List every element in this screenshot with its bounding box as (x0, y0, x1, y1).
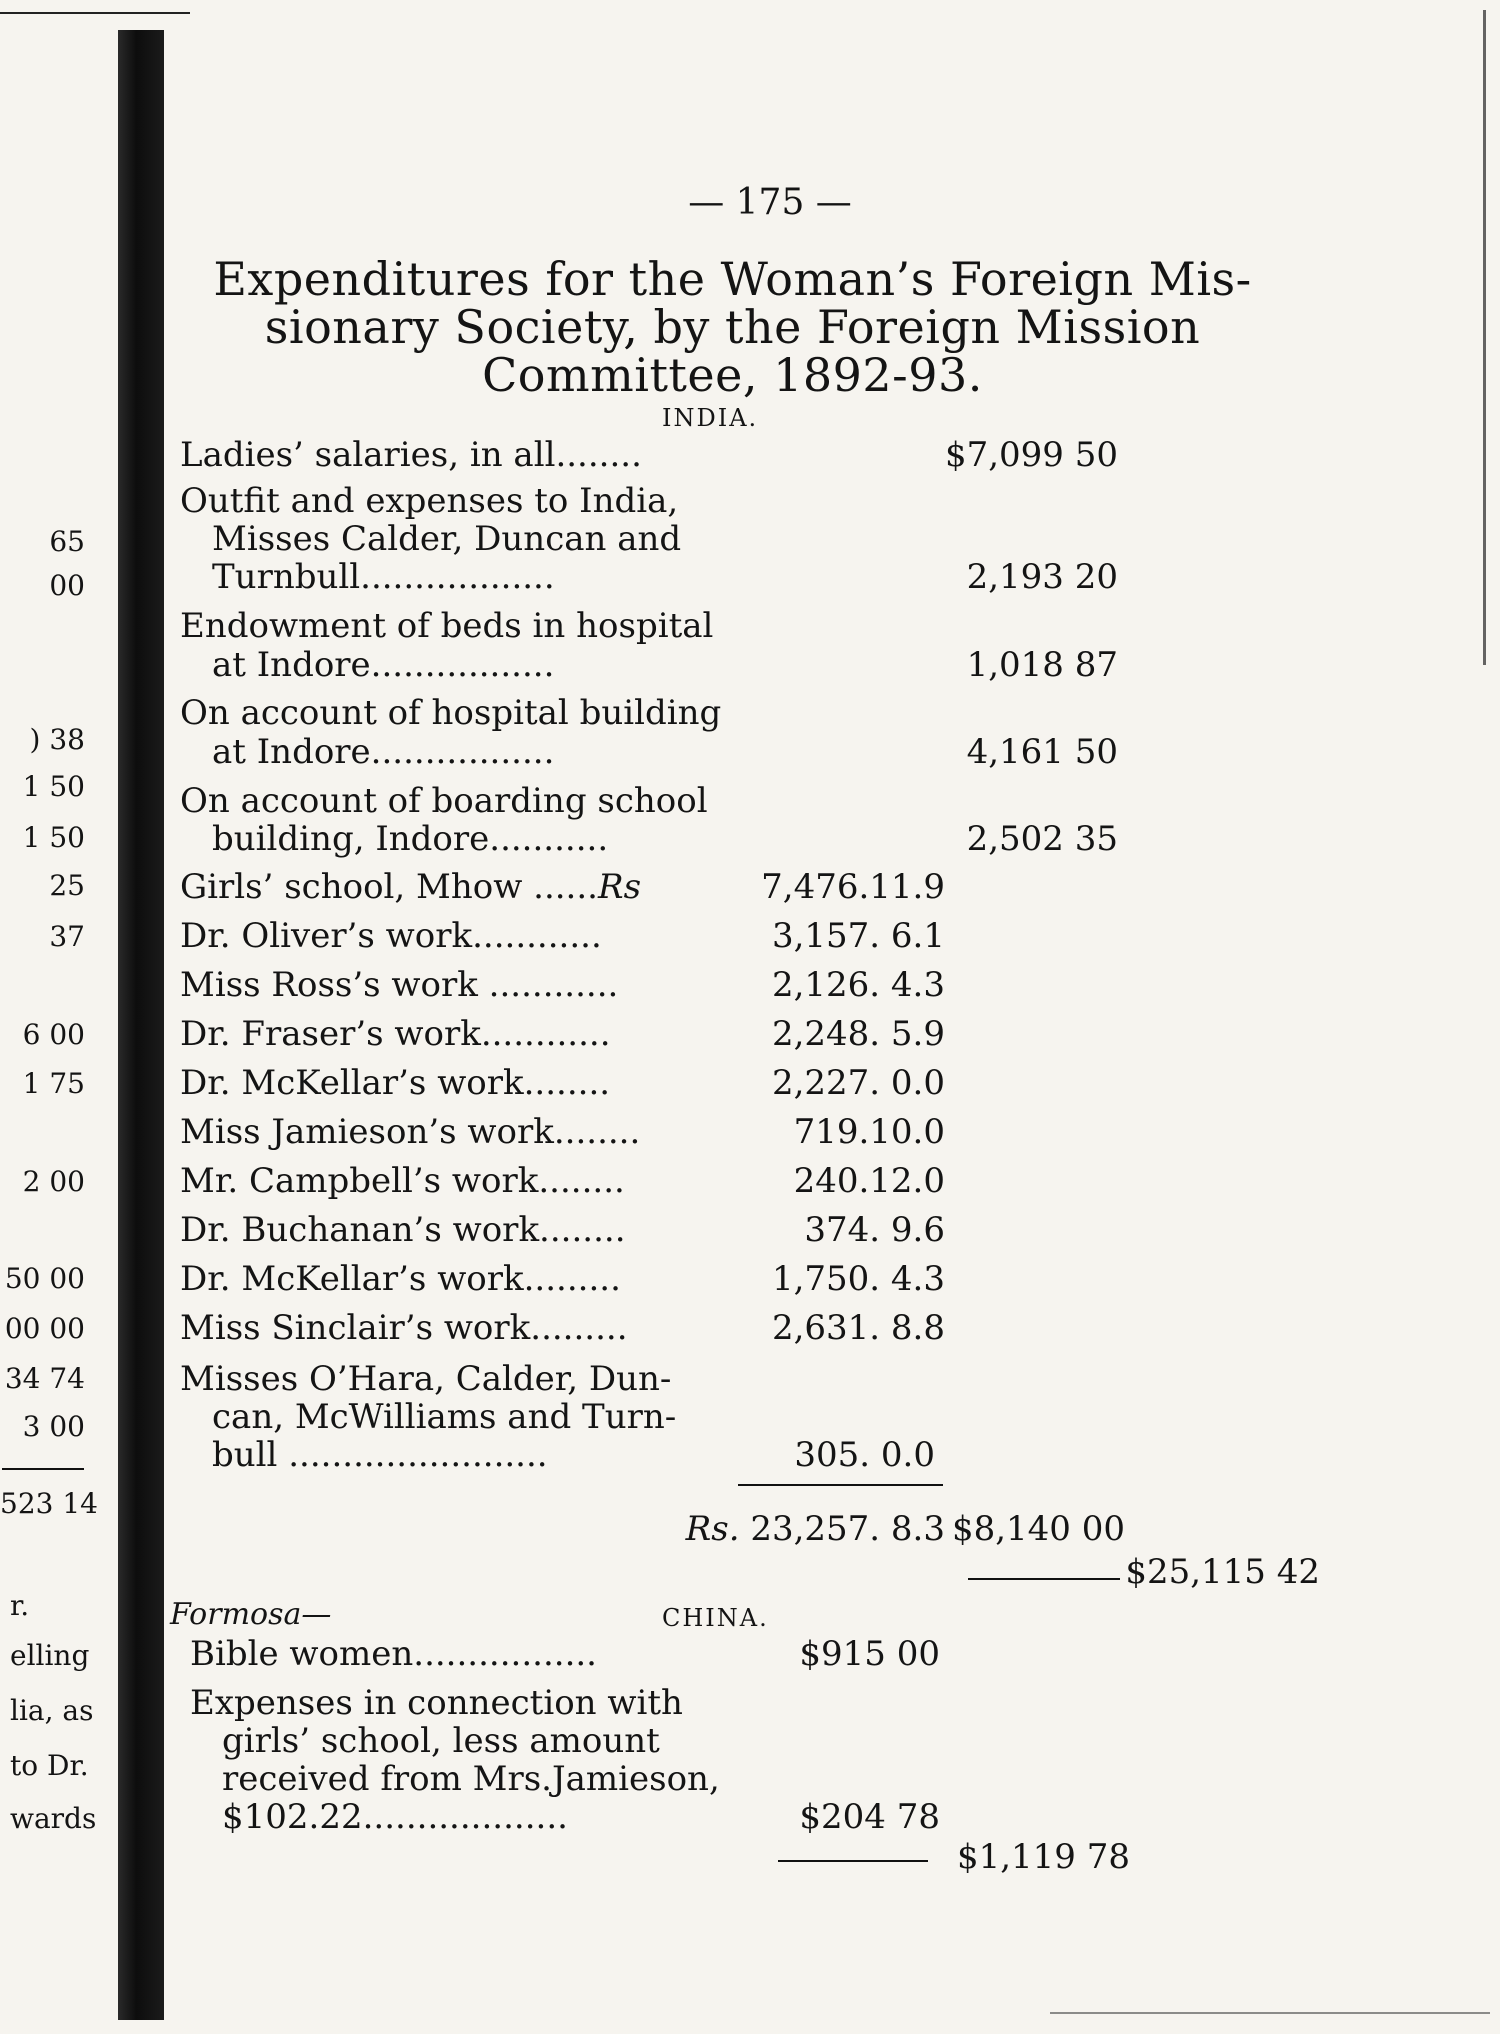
margin-fragment: 50 00 (4, 1262, 85, 1295)
margin-fragment: 25 (49, 869, 85, 902)
margin-fragment: 37 (49, 920, 85, 953)
india-total: $25,115 42 (1125, 1552, 1320, 1592)
margin-fragment: to Dr. (10, 1749, 89, 1782)
item-dollars: 2,193 20 (966, 557, 1118, 597)
margin-fragment: 00 (49, 569, 85, 602)
margin-fragment: 6 00 (22, 1018, 85, 1051)
rupee-total-value: 23,257. 8.3 (750, 1509, 945, 1549)
rupee-amount: 240.12.0 (793, 1161, 945, 1201)
item-dollars: 1,018 87 (966, 645, 1118, 685)
section-heading-india: INDIA. (662, 404, 759, 432)
item-label: Endowment of beds in hospital (180, 606, 714, 646)
rupee-item-label: can, McWilliams and Turn- (212, 1397, 677, 1437)
margin-fragment: 1 50 (22, 770, 85, 803)
margin-fragment: 523 14 (0, 1487, 98, 1520)
total-rule (968, 1578, 1120, 1580)
rupee-item-label: Dr. Oliver’s work............ (180, 916, 602, 956)
rupee-label-text: Girls’ school, Mhow ...... (180, 867, 598, 907)
margin-fragment: r. (10, 1589, 30, 1622)
rupee-item-label: Miss Jamieson’s work........ (180, 1112, 641, 1152)
rupee-total-prefix: Rs. (685, 1509, 740, 1549)
item-label: Misses Calder, Duncan and (212, 519, 682, 559)
item-label: Expenses in connection with (190, 1683, 683, 1723)
rupee-item-label: Dr. McKellar’s work......... (180, 1259, 621, 1299)
title-line: Expenditures for the Woman’s Foreign Mis- (213, 252, 1252, 306)
item-dollars: 2,502 35 (966, 819, 1118, 859)
rupee-item-label: Dr. Buchanan’s work........ (180, 1210, 626, 1250)
right-edge-rule (1483, 10, 1486, 665)
title-line: sionary Society, by the Foreign Mission (264, 300, 1201, 354)
item-label: received from Mrs.Jamieson, (222, 1759, 720, 1799)
item-amount: $204 78 (799, 1797, 940, 1837)
rupee-amount: 2,126. 4.3 (771, 965, 945, 1005)
rupee-amount: 719.10.0 (793, 1112, 945, 1152)
rupee-amount: 305. 0.0 (794, 1435, 935, 1475)
item-label: Outfit and expenses to India, (180, 481, 679, 521)
margin-fragment: 34 74 (4, 1362, 85, 1395)
rupee-amount: 7,476.11.9 (761, 867, 945, 907)
item-amount: $915 00 (799, 1634, 940, 1674)
item-label: Bible women................. (190, 1634, 597, 1674)
rupee-item-label: Dr. Fraser’s work............ (180, 1014, 611, 1054)
total-rule (778, 1860, 928, 1862)
currency-marker: Rs (597, 867, 642, 907)
margin-rule (2, 1468, 84, 1470)
rupee-amount: 3,157. 6.1 (771, 916, 945, 956)
rupee-item-label: Miss Sinclair’s work......... (180, 1308, 628, 1348)
margin-fragment: 1 75 (22, 1067, 85, 1100)
margin-fragment: wards (10, 1802, 97, 1835)
item-label: at Indore................. (212, 645, 555, 685)
item-dollars: $7,099 50 (944, 435, 1118, 475)
item-label: at Indore................. (212, 732, 555, 772)
title-line: Committee, 1892-93. (482, 348, 983, 402)
rupee-item-label: Misses O’Hara, Calder, Dun- (180, 1359, 672, 1399)
rupee-item-label: Miss Ross’s work ............ (180, 965, 619, 1005)
margin-fragment: 00 00 (4, 1312, 85, 1345)
margin-fragment: 3 00 (22, 1410, 85, 1443)
page-title (150, 252, 1315, 402)
rupee-amount: 2,631. 8.8 (771, 1308, 945, 1348)
top-edge-rule (0, 12, 190, 14)
rupee-item-label (180, 868, 641, 906)
rupee-amount: 2,227. 0.0 (771, 1063, 945, 1103)
rupee-item-label: Mr. Campbell’s work........ (180, 1161, 625, 1201)
margin-fragment: ) 38 (29, 723, 85, 756)
page-number: — 175 — (688, 182, 852, 223)
item-label: Ladies’ salaries, in all........ (180, 435, 642, 475)
item-label: On account of hospital building (180, 693, 722, 733)
margin-fragment: 65 (49, 525, 85, 558)
rupee-item-label: bull ........................ (212, 1435, 548, 1475)
item-label: Turnbull.................. (212, 557, 555, 597)
item-label: building, Indore........... (212, 819, 609, 859)
rupee-amount: 374. 9.6 (804, 1210, 945, 1250)
bottom-edge-rule (1050, 2012, 1490, 2014)
subtotal-rule (738, 1484, 943, 1486)
item-label: $102.22................... (222, 1797, 568, 1837)
item-dollars: 4,161 50 (966, 732, 1118, 772)
section-heading-china: CHINA. (662, 1604, 769, 1632)
margin-fragment: 2 00 (22, 1165, 85, 1198)
rupee-amount: 1,750. 4.3 (771, 1259, 945, 1299)
rupee-total-dollars: $8,140 00 (951, 1509, 1125, 1549)
margin-fragment: lia, as (10, 1694, 94, 1727)
item-label: girls’ school, less amount (222, 1721, 660, 1761)
rupee-item-label: Dr. McKellar’s work........ (180, 1063, 611, 1103)
margin-fragment: 1 50 (22, 821, 85, 854)
rupee-total (560, 1510, 945, 1548)
margin-fragment: elling (10, 1639, 90, 1672)
subsection-formosa: Formosa— (170, 1597, 332, 1632)
rupee-amount: 2,248. 5.9 (771, 1014, 945, 1054)
item-label: On account of boarding school (180, 781, 708, 821)
china-total: $1,119 78 (956, 1837, 1130, 1877)
